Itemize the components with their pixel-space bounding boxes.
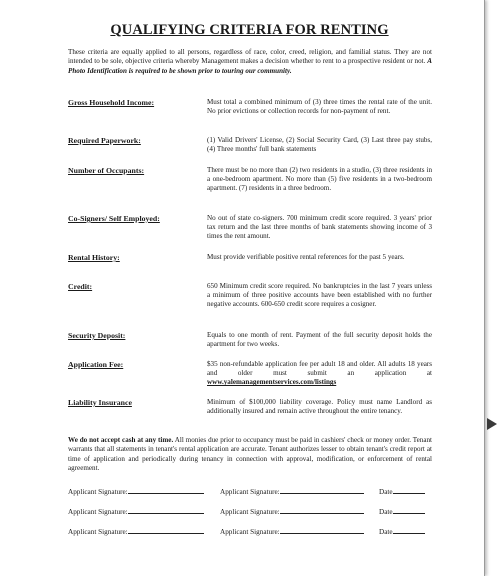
criteria-text: (1) Valid Drivers' License, (2) Social Security Card, (3) Last three pay stubs, (4) Three months' full bank statements bbox=[207, 136, 432, 154]
criteria-text bbox=[207, 360, 432, 388]
criteria-text: Must provide verifiable positive rental references for the past 5 years. bbox=[207, 253, 405, 261]
criteria-label: Required Paperwork: bbox=[68, 136, 141, 145]
signature-field[interactable] bbox=[68, 486, 204, 496]
page-turn-arrow-icon[interactable] bbox=[487, 418, 497, 430]
criteria-label: Gross Household Income: bbox=[68, 98, 155, 107]
listings-link[interactable]: www.yalemanagementservices.com/listings bbox=[207, 378, 337, 387]
page-title: QUALIFYING CRITERIA FOR RENTING bbox=[110, 22, 389, 38]
criteria-text: 650 Minimum credit score required. No bankruptcies in the last 7 years unless a minimum of three positive accounts have been established with no further negative accounts. 600-650 credit score requires a cosigner. bbox=[207, 282, 432, 309]
signature-label: Applicant Signature: bbox=[68, 488, 128, 496]
criteria-text: Minimum of $100,000 liability coverage. Policy must name Landlord as additionally insured and remain active throughout the entire tenancy. bbox=[207, 398, 432, 416]
criteria-label: Rental History: bbox=[68, 253, 120, 262]
application-fee-text: $35 non-refundable application fee per adult 18 and older. All adults 18 years and older must submit an application at bbox=[207, 360, 432, 378]
cash-policy-text: All monies due prior to occupancy must be paid in cashiers' check or money order. Tenant warrants that all statements in tenant's rental application are accurate. Tenant authorizes lesser to obtain tenant's credit report at time of application and periodically during tenancy in connection with approval, modification, or enforcement of rental agreement. bbox=[68, 436, 432, 472]
signature-field[interactable] bbox=[220, 506, 364, 516]
intro-text: These criteria are equally applied to all persons, regardless of race, color, creed, religion, and familial status. They are not intended to be sole, objective criteria whereby Management makes a decision whether to rent to a prospective resident or not. bbox=[68, 48, 432, 66]
criteria-text: Must total a combined minimum of (3) three times the rental rate of the unit. No prior evictions or collection records for non-payment of rent. bbox=[207, 98, 432, 116]
criteria-label: Liability Insurance bbox=[68, 398, 132, 407]
date-label: Date bbox=[379, 508, 393, 516]
criteria-label: Application Fee: bbox=[68, 360, 124, 369]
intro-paragraph bbox=[68, 48, 432, 76]
signature-field[interactable] bbox=[68, 526, 204, 536]
criteria-label: Credit: bbox=[68, 282, 93, 291]
intro-emphasis: A Photo Identification is required to be shown prior to touring our community. bbox=[68, 57, 432, 75]
date-label: Date bbox=[379, 528, 393, 536]
signature-label: Applicant Signature: bbox=[68, 508, 128, 516]
cash-policy-lead: We do not accept cash at any time. bbox=[68, 436, 174, 444]
signature-label: Applicant Signature: bbox=[68, 528, 128, 536]
cash-policy-paragraph bbox=[68, 436, 432, 473]
signature-label: Applicant Signature: bbox=[220, 528, 280, 536]
date-field[interactable] bbox=[379, 506, 425, 516]
criteria-label: Number of Occupants: bbox=[68, 166, 145, 175]
criteria-text: There must be no more than (2) two residents in a studio, (3) three residents in a one-bedroom apartment. No more than (5) five residents in a two-bedroom apartment. (7) residents in a three bedroom. bbox=[207, 166, 432, 193]
criteria-label: Security Deposit: bbox=[68, 331, 126, 340]
signature-label: Applicant Signature: bbox=[220, 488, 280, 496]
date-field[interactable] bbox=[379, 486, 425, 496]
date-label: Date bbox=[379, 488, 393, 496]
criteria-text: Equals to one month of rent. Payment of the full security deposit holds the apartment for two weeks. bbox=[207, 331, 432, 349]
criteria-text: No out of state co-signers. 700 minimum credit score required. 3 years' prior tax return and the last three months of bank statements showing income of 3 times the rent amount. bbox=[207, 214, 432, 241]
signature-field[interactable] bbox=[220, 526, 364, 536]
criteria-label: Co-Signers/ Self Employed: bbox=[68, 214, 160, 223]
signature-field[interactable] bbox=[68, 506, 204, 516]
signature-field[interactable] bbox=[220, 486, 364, 496]
date-field[interactable] bbox=[379, 526, 425, 536]
signature-label: Applicant Signature: bbox=[220, 508, 280, 516]
